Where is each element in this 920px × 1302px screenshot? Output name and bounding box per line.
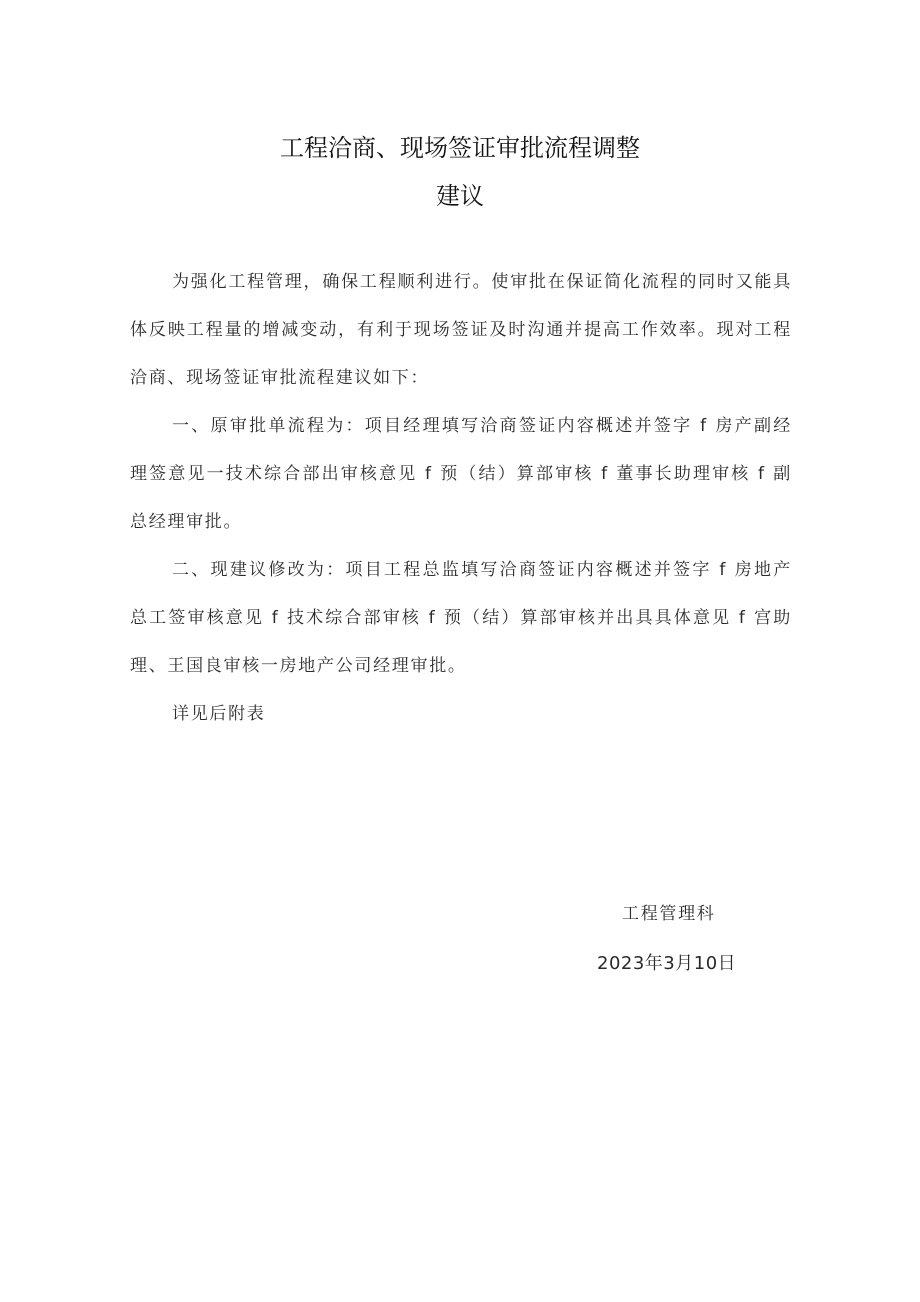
signature-date: 2023年3月10日: [597, 953, 737, 974]
paragraph-intro: [130, 258, 792, 402]
paragraph-proposed-flow: [130, 546, 792, 690]
paragraph-text: 详见后附表: [172, 704, 266, 724]
signature-department: 工程管理科: [622, 904, 716, 924]
document-title-line1: 工程洽商、现场签证审批流程调整: [280, 134, 640, 162]
paragraph-text: 二、现建议修改为：项目工程总监填写洽商签证内容概述并签字 f 房地产总工签审核意见 f 技术综合部审核 f 预（结）算部审核并出具具体意见 f 宫助理、王国良审核一房地产公司经理审批。: [130, 560, 792, 676]
paragraph-see-attachment: [130, 690, 792, 738]
document-title-line2: 建议: [436, 182, 484, 210]
paragraph-original-flow: [130, 402, 792, 546]
paragraph-text: 为强化工程管理，确保工程顺利进行。使审批在保证简化流程的同时又能具体反映工程量的增减变动，有利于现场签证及时沟通并提高工作效率。现对工程洽商、现场签证审批流程建议如下：: [130, 272, 792, 388]
paragraph-text: 一、原审批单流程为：项目经理填写洽商签证内容概述并签字 f 房产副经理签意见一技术综合部出审核意见 f 预（结）算部审核 f 董事长助理审核 f 副总经理审批。: [130, 416, 792, 532]
